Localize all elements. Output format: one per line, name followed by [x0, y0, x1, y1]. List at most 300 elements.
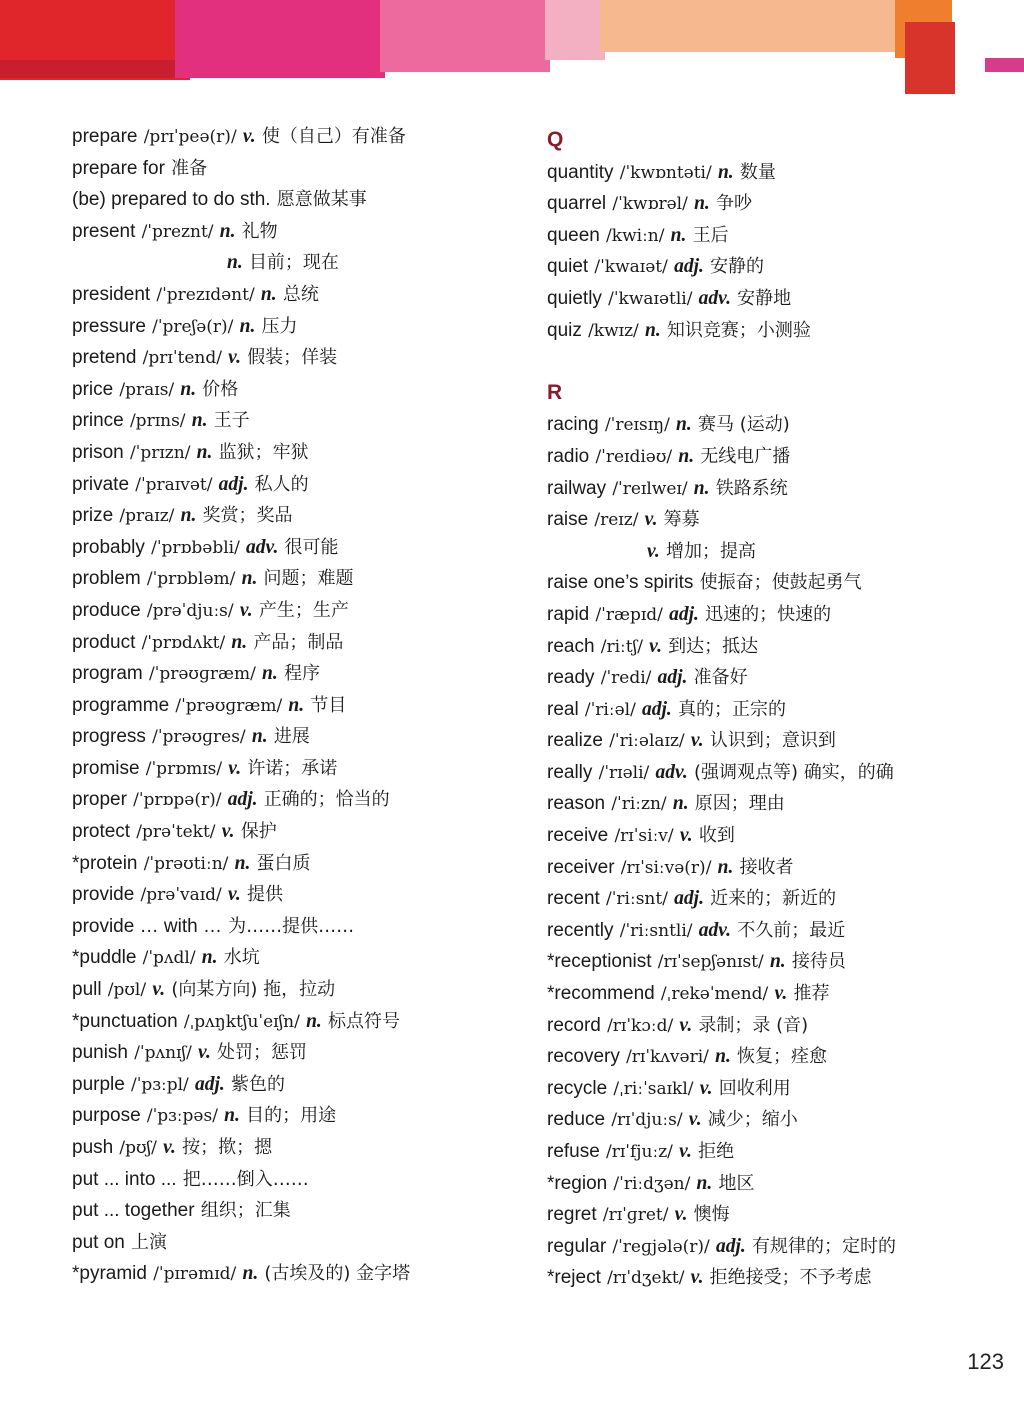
headword: pull: [72, 979, 102, 1001]
chinese-meaning: 程序: [283, 663, 320, 685]
chinese-meaning: 认识到；意识到: [709, 730, 836, 752]
vocab-entry: [547, 472, 1007, 504]
part-of-speech: v.: [699, 1077, 713, 1099]
phonetic: /ˈreɪlweɪ/: [612, 478, 688, 499]
headword: product: [72, 631, 136, 653]
headword: quiet: [547, 256, 589, 278]
headword: reason: [547, 793, 606, 815]
part-of-speech: v.: [647, 540, 660, 562]
phonetic: /kwiːn/: [606, 225, 665, 246]
headword: produce: [72, 599, 141, 621]
chinese-meaning: 价格: [202, 378, 239, 400]
chinese-meaning: 组织；汇集: [200, 1200, 291, 1222]
vocab-entry: [547, 819, 1007, 851]
headword: *receptionist: [547, 951, 652, 973]
chinese-meaning: 很可能: [284, 536, 339, 558]
chinese-meaning: 不久前；最近: [737, 919, 846, 941]
phonetic: /prɪˈpeə(r)/: [143, 127, 237, 147]
phonetic: /ˌpʌŋktʃuˈeɪʃn/: [183, 1011, 300, 1032]
phonetic: /ˈpreʃə(r)/: [152, 316, 234, 337]
part-of-speech: n.: [672, 793, 689, 815]
vocab-entry: [72, 941, 522, 973]
vocab-entry: [72, 626, 522, 658]
chinese-meaning: 上演: [131, 1231, 168, 1253]
chinese-meaning: 处罚；惩罚: [217, 1042, 308, 1064]
headword: recycle: [547, 1077, 608, 1099]
headword: probably: [72, 536, 145, 558]
phonetic: /kwɪz/: [588, 320, 639, 341]
vocab-entry: [547, 1072, 1007, 1104]
vocab-entry: [72, 183, 522, 215]
headword: record: [547, 1014, 601, 1036]
phonetic: /rɪˈfjuːz/: [606, 1142, 673, 1162]
phonetic: /ˈprəʊɡræm/: [148, 664, 256, 685]
headword: *region: [547, 1172, 608, 1194]
section-letter-r: R: [547, 380, 563, 404]
vocab-entry: [72, 531, 522, 563]
vocab-entry: [547, 1040, 1007, 1072]
phonetic: /rɪˈsepʃənɪst/: [657, 952, 764, 973]
headword: problem: [72, 568, 141, 590]
headword: purple: [72, 1073, 125, 1095]
phonetic: /ˈpʌdl/: [142, 948, 196, 969]
headword: provide … with …: [72, 915, 222, 937]
phonetic: /prɪns/: [129, 411, 186, 432]
chinese-meaning: 有规律的；定时的: [751, 1235, 896, 1257]
chinese-meaning: 监狱；牢狱: [218, 441, 309, 463]
part-of-speech: v.: [221, 821, 235, 843]
chinese-meaning: 产生；生产: [258, 599, 349, 621]
headword: regret: [547, 1204, 597, 1226]
vocab-entry: [72, 847, 522, 879]
part-of-speech: v.: [228, 757, 242, 779]
headword: racing: [547, 414, 599, 436]
part-of-speech: adj.: [715, 1235, 746, 1257]
phonetic: /ˈriːəl/: [584, 699, 636, 720]
chinese-meaning: 拒绝接受；不予考虑: [709, 1267, 872, 1289]
headword: realize: [547, 730, 603, 752]
vocab-entry: [547, 882, 1007, 914]
chinese-meaning: 提供: [247, 884, 284, 906]
part-of-speech: v.: [198, 1042, 211, 1064]
phonetic: /ˈprɒdʌkt/: [141, 632, 226, 653]
chinese-meaning: 铁路系统: [715, 477, 788, 499]
part-of-speech: n.: [196, 441, 213, 463]
part-of-speech: n.: [239, 315, 256, 337]
part-of-speech: v.: [228, 347, 241, 369]
chinese-meaning: 知识竞赛；小测验: [666, 319, 811, 341]
chinese-meaning: 奖赏；奖品: [202, 505, 293, 527]
part-of-speech: n.: [678, 445, 695, 467]
chinese-meaning: 数量: [739, 161, 776, 183]
headword: prize: [72, 505, 114, 527]
chinese-meaning: 礼物: [241, 220, 278, 242]
vocab-entry: [72, 878, 522, 910]
phonetic: /ˈpɪrəmɪd/: [153, 1264, 237, 1285]
vocab-entry: [72, 594, 522, 626]
vocab-entry: [72, 215, 522, 247]
part-of-speech: adj.: [674, 256, 704, 278]
part-of-speech: n.: [224, 1105, 240, 1127]
part-of-speech: n.: [694, 193, 710, 215]
headword: *recommend: [547, 983, 655, 1005]
vocab-entry: [547, 408, 1007, 440]
headword: quarrel: [547, 193, 607, 215]
headword: raise one’s spirits: [547, 572, 694, 594]
headword: quantity: [547, 161, 614, 183]
phonetic: /ˈkwɒrəl/: [612, 194, 688, 215]
chinese-meaning: 目前；现在: [248, 252, 339, 274]
chinese-meaning: 原因；理由: [694, 793, 785, 815]
q-entries: [547, 156, 1007, 346]
vocab-entry: [547, 1261, 1007, 1293]
vocab-entry: [547, 440, 1007, 472]
vocab-entry: [547, 693, 1007, 725]
decorative-header-band: [0, 0, 1024, 100]
headword: ready: [547, 667, 595, 689]
part-of-speech: adj.: [657, 667, 688, 689]
vocab-entry: [72, 341, 522, 373]
phonetic: /praɪs/: [119, 379, 175, 400]
phonetic: /ˈpʌnɪʃ/: [134, 1043, 192, 1064]
part-of-speech: n.: [234, 852, 251, 874]
chinese-meaning: 接收者: [739, 856, 794, 878]
headword: put ... together: [72, 1200, 195, 1222]
headword: private: [72, 473, 130, 495]
chinese-meaning: 接待员: [791, 951, 846, 973]
vocab-entry: [72, 657, 522, 689]
headword: recently: [547, 919, 614, 941]
part-of-speech: n.: [717, 856, 734, 878]
part-of-speech: n.: [306, 1010, 322, 1032]
part-of-speech: v.: [649, 635, 662, 657]
phonetic: /ˈprɪzn/: [129, 442, 191, 463]
chinese-meaning: 推荐: [793, 983, 830, 1005]
vocab-entry: [547, 1135, 1007, 1167]
part-of-speech: v.: [688, 1109, 702, 1131]
phonetic: /ˈprɒmɪs/: [145, 758, 223, 779]
vocab-entry: [72, 752, 522, 784]
headword: receive: [547, 825, 609, 847]
phonetic: /ˈriːdʒən/: [613, 1173, 691, 1194]
chinese-meaning: 懊悔: [693, 1204, 730, 1226]
headword: regular: [547, 1235, 607, 1257]
vocab-entry: [547, 314, 1007, 346]
phonetic: /ˈreɪdiəʊ/: [595, 446, 673, 467]
phonetic: /praɪz/: [119, 506, 175, 527]
phonetic: /prɪˈtend/: [142, 348, 222, 369]
part-of-speech: v.: [239, 599, 253, 621]
part-of-speech: n.: [241, 568, 258, 590]
chinese-meaning: 标点符号: [328, 1010, 400, 1032]
phonetic: /ˈprɒbəbli/: [151, 537, 240, 558]
part-of-speech: adj.: [674, 888, 704, 910]
headword: refuse: [547, 1141, 600, 1162]
headword: program: [72, 663, 143, 685]
phonetic: /rɪˈkʌvəri/: [626, 1047, 709, 1068]
phonetic: /riːtʃ/: [600, 636, 643, 657]
part-of-speech: v.: [679, 1014, 693, 1036]
vocab-entry: [547, 756, 1007, 788]
part-of-speech: adj.: [642, 698, 672, 720]
phonetic: /ˈprəʊɡres/: [152, 727, 246, 748]
vocab-entry: [547, 156, 1007, 188]
phonetic: /ˈrɪəli/: [598, 762, 650, 783]
part-of-speech: n.: [201, 947, 218, 969]
headword: receiver: [547, 856, 615, 878]
vocab-entry: [72, 310, 522, 342]
chinese-meaning: 准备: [171, 157, 208, 179]
chinese-meaning: 增加；提高: [666, 540, 757, 562]
chinese-meaning: 安静的: [710, 256, 765, 278]
vocab-entry: [547, 219, 1007, 251]
phonetic: /ˈpɜːpl/: [131, 1074, 189, 1095]
chinese-meaning: 私人的: [254, 473, 309, 495]
headword: provide: [72, 884, 135, 906]
chinese-meaning: 近来的；新近的: [710, 888, 837, 910]
vocab-entry: [72, 720, 522, 752]
chinese-meaning: 总统: [282, 283, 319, 305]
phonetic: /pʊʃ/: [119, 1138, 157, 1158]
chinese-meaning: 许诺；承诺: [247, 757, 338, 779]
part-of-speech: adv.: [655, 761, 688, 783]
phonetic: /ˈprɒpə(r)/: [133, 790, 222, 811]
phonetic: /ˈræpɪd/: [595, 604, 663, 625]
chinese-meaning: 节目: [310, 694, 347, 716]
headword: punish: [72, 1042, 128, 1064]
phonetic: /rɪˈsiːv/: [614, 826, 674, 847]
headword: promise: [72, 757, 140, 779]
part-of-speech: v.: [152, 979, 166, 1001]
vocab-entry: [72, 373, 522, 405]
phonetic: /rɪˈɡret/: [602, 1205, 669, 1226]
part-of-speech: n.: [670, 224, 687, 246]
chinese-meaning: 蛋白质: [256, 852, 311, 874]
part-of-speech: n.: [693, 477, 710, 499]
part-of-speech: v.: [679, 1141, 692, 1162]
part-of-speech: n.: [191, 410, 208, 432]
part-of-speech: n.: [242, 1263, 259, 1285]
headword: prepare for: [72, 157, 165, 179]
vocab-entry: [547, 598, 1007, 630]
vocab-entry: [72, 1036, 522, 1068]
part-of-speech: v.: [774, 983, 788, 1005]
headword: prepare: [72, 126, 138, 147]
vocab-entry: [547, 851, 1007, 883]
phonetic: /ˈpɜːpəs/: [146, 1106, 218, 1127]
part-of-speech: v.: [228, 884, 241, 906]
chinese-meaning: 水坑: [223, 947, 260, 969]
chinese-meaning: 使振奋；使鼓起勇气: [699, 572, 862, 594]
chinese-meaning: 筹募: [663, 509, 700, 531]
vocab-entry: [72, 404, 522, 436]
chinese-meaning: 迅速的；快速的: [705, 603, 832, 625]
part-of-speech: v.: [690, 730, 704, 752]
chinese-meaning: 正确的；恰当的: [263, 789, 390, 811]
part-of-speech: n.: [715, 1046, 731, 1068]
vocab-entry: [547, 1167, 1007, 1199]
headword: raise: [547, 509, 589, 531]
headword: railway: [547, 477, 607, 499]
chinese-meaning: 假装；佯装: [247, 347, 338, 369]
vocab-entry: [72, 499, 522, 531]
right-column: [547, 124, 1007, 1293]
headword: *puddle: [72, 947, 137, 969]
vocab-entry: [72, 689, 522, 721]
headword: reach: [547, 635, 595, 657]
part-of-speech: n.: [180, 378, 197, 400]
vocab-entry: [72, 562, 522, 594]
part-of-speech: n.: [676, 414, 692, 436]
phonetic: /ˈriːzn/: [611, 794, 667, 815]
phonetic: /ˈprezɪdənt/: [156, 284, 255, 305]
chinese-meaning: 把……倒入……: [182, 1168, 309, 1190]
vocab-entry: [72, 1194, 522, 1226]
chinese-meaning: 真的；正宗的: [678, 698, 787, 720]
vocab-entry: [547, 787, 1007, 819]
headword: put ... into ...: [72, 1168, 177, 1190]
vocab-entry: [547, 1198, 1007, 1230]
chinese-meaning: 赛马 (运动): [697, 414, 790, 436]
headword: progress: [72, 726, 146, 748]
headword: *punctuation: [72, 1010, 178, 1032]
part-of-speech: adj.: [218, 473, 249, 495]
vocab-entry: [547, 535, 1007, 567]
vocab-entry: [547, 724, 1007, 756]
phonetic: /ˈpreznt/: [141, 221, 214, 242]
part-of-speech: n.: [227, 252, 243, 274]
part-of-speech: n.: [288, 694, 305, 716]
headword: purpose: [72, 1105, 141, 1127]
part-of-speech: adv.: [698, 919, 732, 941]
chinese-meaning: 按；揿；摁: [182, 1137, 273, 1158]
chinese-meaning: 王子: [213, 410, 250, 432]
part-of-speech: adj.: [194, 1073, 225, 1095]
phonetic: /ˈkwaɪət/: [594, 257, 668, 278]
headword: put on: [72, 1231, 125, 1253]
chinese-meaning: (古埃及的) 金字塔: [264, 1263, 411, 1285]
vocab-entry: [72, 1005, 522, 1037]
chinese-meaning: 收到: [698, 825, 735, 847]
vocab-entry: [547, 187, 1007, 219]
phonetic: /prəˈvaɪd/: [140, 885, 222, 906]
vocab-entry: [547, 661, 1007, 693]
headword: present: [72, 220, 136, 242]
phonetic: /ˈkwaɪətli/: [608, 288, 693, 309]
chinese-meaning: 拒绝: [698, 1141, 735, 1162]
phonetic: /rɪˈkɔːd/: [607, 1015, 674, 1036]
vocab-entry: [72, 973, 522, 1005]
headword: recovery: [547, 1046, 620, 1068]
part-of-speech: v.: [242, 126, 256, 147]
vocab-entry: [72, 468, 522, 500]
phonetic: /ˈreɪsɪŋ/: [604, 415, 670, 436]
r-entries: [547, 408, 1007, 1293]
headword: programme: [72, 694, 170, 716]
headword: pressure: [72, 315, 146, 337]
vocab-entry: [547, 977, 1007, 1009]
phonetic: /ˈprɒbləm/: [146, 569, 236, 590]
phonetic: /ˌrekəˈmend/: [660, 984, 769, 1005]
part-of-speech: adv.: [698, 287, 731, 309]
phonetic: /rɪˈdjuːs/: [611, 1110, 683, 1131]
vocab-entry: [72, 910, 522, 942]
vocab-entry: [72, 1131, 522, 1163]
vocab-entry: [547, 945, 1007, 977]
phonetic: /prəˈtekt/: [136, 822, 216, 843]
phonetic: /rɪˈsiːvə(r)/: [620, 857, 712, 878]
headword: rapid: [547, 603, 590, 625]
phonetic: /pʊl/: [107, 980, 147, 1001]
part-of-speech: v.: [690, 1267, 704, 1289]
chinese-meaning: 录制；录 (音): [698, 1014, 809, 1036]
part-of-speech: adj.: [227, 789, 258, 811]
chinese-meaning: 使（自己）有准备: [261, 126, 406, 147]
phonetic: /reɪz/: [594, 510, 639, 531]
headword: real: [547, 698, 579, 720]
headword: price: [72, 378, 114, 400]
headword: recent: [547, 888, 600, 910]
chinese-meaning: 为……提供……: [228, 915, 355, 937]
headword: prison: [72, 441, 124, 463]
headword: protect: [72, 821, 131, 843]
chinese-meaning: 减少；缩小: [707, 1109, 798, 1131]
phonetic: /ˈredi/: [600, 668, 652, 689]
headword: (be) prepared to do sth.: [72, 189, 271, 211]
chinese-meaning: 回收利用: [718, 1077, 791, 1099]
chinese-meaning: 进展: [273, 726, 310, 748]
part-of-speech: v.: [163, 1137, 176, 1158]
headword: *protein: [72, 852, 138, 874]
vocab-entry: [72, 1068, 522, 1100]
headword: president: [72, 283, 151, 305]
vocab-entry: [547, 630, 1007, 662]
chinese-meaning: (向某方向) 拖，拉动: [171, 979, 336, 1001]
chinese-meaning: 愿意做某事: [276, 189, 367, 211]
vocab-entry: [72, 152, 522, 184]
vocab-entry: [547, 566, 1007, 598]
part-of-speech: v.: [679, 825, 693, 847]
vocab-entry: [72, 1257, 522, 1289]
phonetic: /rɪˈdʒekt/: [607, 1268, 685, 1289]
headword: prince: [72, 410, 124, 432]
chinese-meaning: 安静地: [737, 287, 792, 309]
part-of-speech: n.: [180, 505, 197, 527]
phonetic: /ˈriːsntli/: [619, 920, 693, 941]
part-of-speech: n.: [219, 220, 236, 242]
phonetic: /ˈprəʊɡræm/: [175, 695, 283, 716]
part-of-speech: n.: [260, 283, 277, 305]
vocab-entry: [72, 1163, 522, 1195]
headword: *pyramid: [72, 1263, 147, 1285]
headword: reduce: [547, 1109, 606, 1131]
part-of-speech: n.: [231, 631, 248, 653]
part-of-speech: v.: [674, 1204, 688, 1226]
vocab-entry: [72, 783, 522, 815]
chinese-meaning: 压力: [261, 315, 298, 337]
phonetic: /prəˈdjuːs/: [146, 600, 234, 621]
phonetic: /ˈkwɒntəti/: [619, 162, 712, 183]
vocab-entry: [72, 815, 522, 847]
phonetic: /ˈreɡjələ(r)/: [612, 1236, 710, 1257]
vocab-entry: [72, 246, 522, 278]
chinese-meaning: 紫色的: [230, 1073, 285, 1095]
section-letter-q: Q: [547, 128, 564, 151]
headword: quietly: [547, 287, 602, 309]
chinese-meaning: 争吵: [716, 193, 752, 215]
part-of-speech: n.: [696, 1172, 713, 1194]
vocab-entry: [547, 282, 1007, 314]
